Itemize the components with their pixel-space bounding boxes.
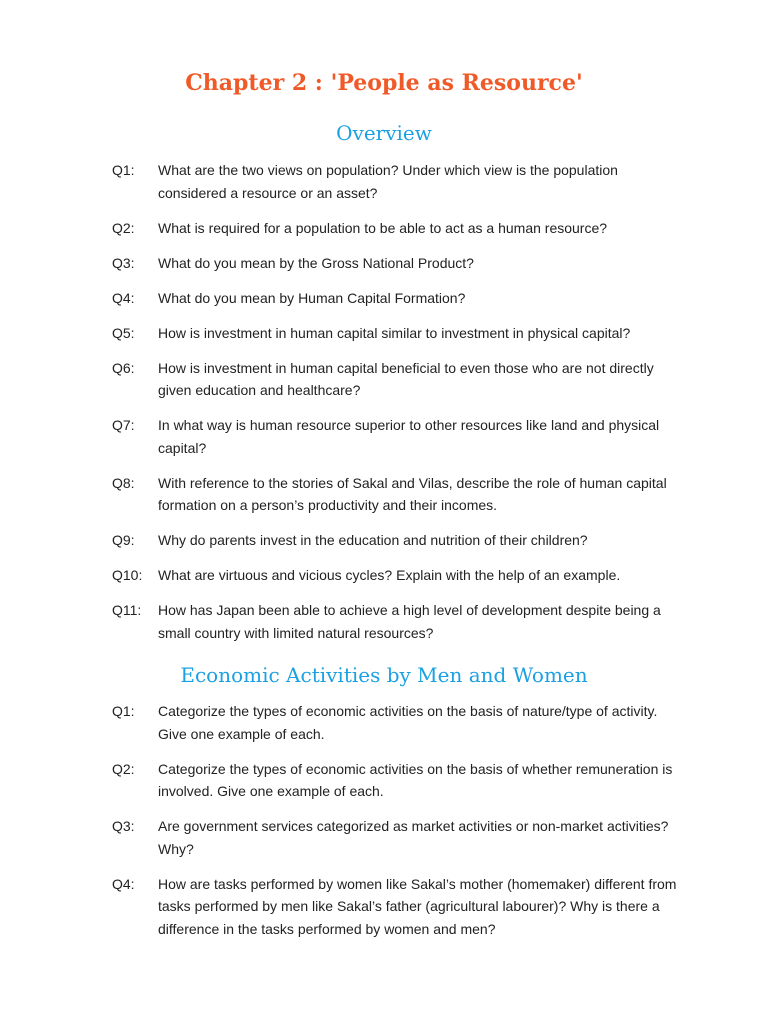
question-text: Categorize the types of economic activities on the basis of nature/type of activity. Give one example of each.	[158, 703, 658, 742]
question-item	[0, 357, 768, 402]
question-text: How are tasks performed by women like Sakal’s mother (homemaker) different from tasks performed by men like Sakal’s father (agricultural labourer)? Why is there a difference in the tasks performed by women and men?	[158, 875, 677, 937]
question-number: Q3:	[112, 254, 135, 271]
section-heading-overview: Overview	[336, 121, 432, 145]
question-text: How is investment in human capital beneficial to even those who are not directly given education and healthcare?	[158, 359, 654, 398]
question-number: Q3:	[112, 818, 135, 834]
question-number: Q9:	[112, 532, 135, 548]
question-text: What is required for a population to be able to act as a human resource?	[158, 219, 608, 236]
question-text: In what way is human resource superior to other resources like land and physical capital?	[158, 417, 660, 456]
question-number: Q1:	[112, 162, 135, 178]
section-heading-economic-activities: Economic Activities by Men and Women	[180, 663, 588, 687]
question-number: Q7:	[112, 417, 135, 433]
question-item	[0, 414, 768, 459]
question-item	[0, 564, 768, 587]
question-text: With reference to the stories of Sakal and Vilas, describe the role of human capital formation on a person’s productivity and their incomes.	[158, 474, 667, 513]
question-item	[0, 322, 768, 345]
question-text: What are virtuous and vicious cycles? Explain with the help of an example.	[158, 567, 621, 583]
question-text: How has Japan been able to achieve a high level of development despite being a small country with limited natural resources?	[158, 602, 661, 641]
question-text: What are the two views on population? Under which view is the population considered a resource or an asset?	[158, 162, 618, 201]
question-text: What do you mean by the Gross National Product?	[158, 254, 474, 271]
question-text: How is investment in human capital similar to investment in physical capital?	[158, 324, 631, 341]
question-item	[0, 529, 768, 552]
question-item	[0, 873, 768, 941]
question-item	[0, 700, 768, 745]
question-number: Q6:	[112, 359, 135, 376]
question-number: Q8:	[112, 474, 135, 491]
question-number: Q11:	[112, 602, 142, 618]
question-text: Why do parents invest in the education and nutrition of their children?	[158, 532, 588, 548]
question-number: Q10:	[112, 567, 143, 583]
question-number: Q4:	[112, 289, 135, 306]
question-item	[0, 758, 768, 803]
question-item	[0, 287, 768, 310]
question-number: Q1:	[112, 703, 135, 719]
question-item	[0, 815, 768, 860]
question-text: Categorize the types of economic activities on the basis of whether remuneration is involved. Give one example of each.	[158, 760, 673, 799]
page-title: Chapter 2 : 'People as Resource'	[185, 70, 583, 96]
question-item	[0, 599, 768, 644]
question-text: What do you mean by Human Capital Formation?	[158, 289, 466, 306]
question-item	[0, 252, 768, 275]
question-item	[0, 159, 768, 204]
question-number: Q2:	[112, 760, 135, 777]
question-list-overview	[0, 159, 768, 657]
question-number: Q4:	[112, 875, 135, 892]
question-list-economic-activities	[0, 700, 768, 953]
question-number: Q2:	[112, 219, 135, 236]
question-text: Are government services categorized as market activities or non-market activities? Why?	[158, 818, 669, 857]
question-number: Q5:	[112, 324, 135, 341]
question-item	[0, 472, 768, 517]
question-item	[0, 217, 768, 240]
